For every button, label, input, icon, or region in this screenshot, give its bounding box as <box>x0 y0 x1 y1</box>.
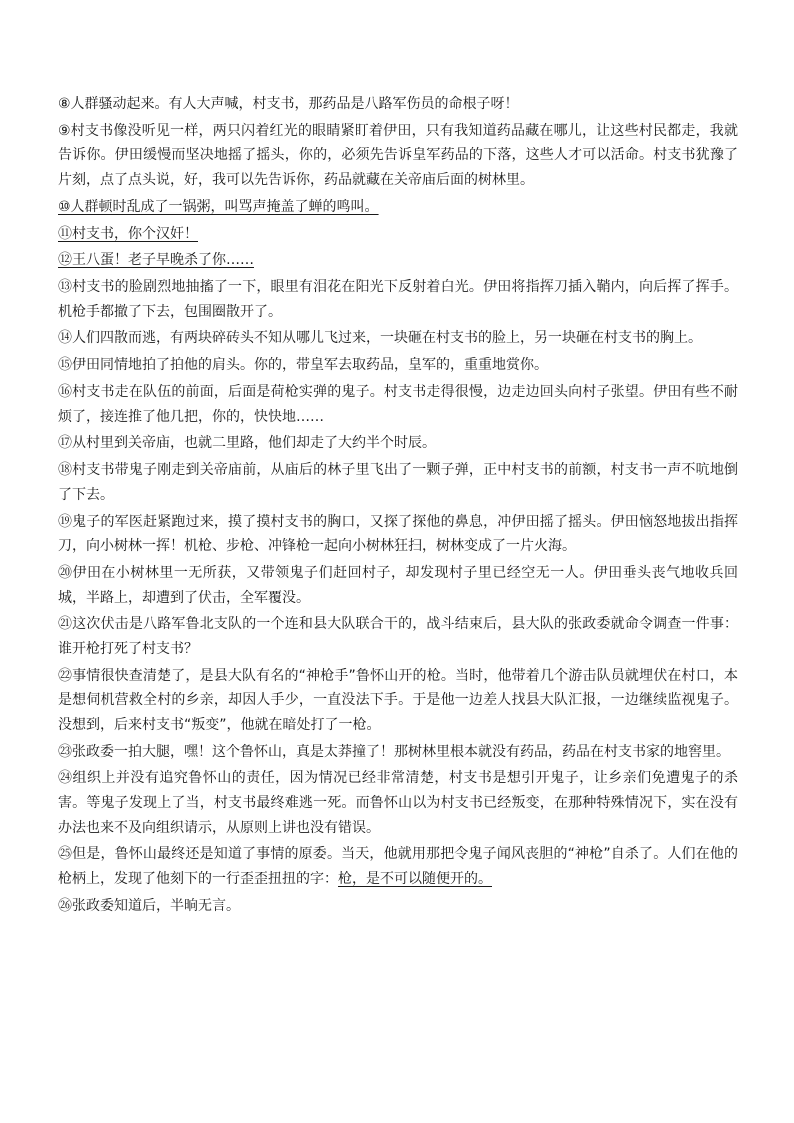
paragraph-23: ㉓张政委一拍大腿，嘿！这个鲁怀山，真是太莽撞了！那树林里根本就没有药品，药品在村支书家的地窖里。 <box>58 743 730 760</box>
paragraph-21: ㉑这次伏击是八路军鲁北支队的一个连和县大队联合干的，战斗结束后，县大队的张政委就命令调查一件事：谁开枪打死了村支书？ <box>58 616 738 657</box>
paragraph-8: ⑧人群骚动起来。有人大声喊，村支书，那药品是八路军伤员的命根子呀！ <box>58 96 519 112</box>
underlined-text: ⑩人群顿时乱成了一锅粥，叫骂声掩盖了蝉的鸣叫。 <box>58 198 379 215</box>
paragraph-13: ⑬村支书的脸剧烈地抽搐了一下，眼里有泪花在阳光下反射着白光。伊田将指挥刀插入鞘内，向后挥了挥手。机枪手都撤了下去，包围圈散开了。 <box>58 279 738 320</box>
underlined-text: 枪，是不可以随便开的。 <box>338 871 492 887</box>
paragraph-9: ⑨村支书像没听见一样，两只闪着红光的眼睛紧盯着伊田，只有我知道药品藏在哪儿，让这些村民都走，我就告诉你。伊田缓慢而坚决地摇了摇头，你的，必须先告诉皇军药品的下落，这些人才可以活命。村支书犹豫了片刻，点了点头说，好，我可以先告诉你，药品就藏在关帝庙后面的树林里。 <box>58 122 738 188</box>
paragraph-15: ⑮伊田同情地拍了拍他的肩头。你的，带皇军去取药品，皇军的，重重地赏你。 <box>58 357 548 374</box>
paragraph-19: ⑲鬼子的军医赶紧跑过来，摸了摸村支书的胸口，又探了探他的鼻息，冲伊田摇了摇头。伊田恼怒地拔出指挥刀，向小树林一挥！机枪、步枪、冲锋枪一起向小树林狂扫，树林变成了一片火海。 <box>58 513 738 555</box>
paragraph-18: ⑱村支书带鬼子刚走到关帝庙前，从庙后的林子里飞出了一颗子弹，正中村支书的前额，村支书一声不吭地倒了下去。 <box>58 462 738 503</box>
paragraph-22: ㉒事情很快查清楚了，是县大队有名的“神枪手”鲁怀山开的枪。当时，他带着几个游击队员就埋伏在村口，本是想伺机营救全村的乡亲，却因人手少，一直没法下手。于是他一边差人找县大队汇报，一边继续监视鬼子。没想到，后来村支书“叛变”，他就在暗处打了一枪。 <box>58 667 738 733</box>
paragraph-14: ⑭人们四散而逃，有两块碎砖头不知从哪儿飞过来，一块砸在村支书的脸上，另一块砸在村支书的胸上。 <box>58 330 702 347</box>
paragraph-25-text: ㉕但是，鲁怀山最终还是知道了事情的原委。当天，他就用那把令鬼子闻风丧胆的“神枪”自杀了。人们在他的枪柄上，发现了他刻下的一行歪歪扭扭的字： <box>58 846 738 887</box>
paragraph-25 <box>58 842 738 891</box>
paragraph-20: ⑳伊田在小树林里一无所获，又带领鬼子们赶回村子，却发现村子里已经空无一人。伊田垂头丧气地收兵回城，半路上，却遭到了伏击，全军覆没。 <box>58 564 738 606</box>
paragraph-10 <box>58 195 738 220</box>
paragraph-16: ⑯村支书走在队伍的前面，后面是荷枪实弹的鬼子。村支书走得很慢，边走边回头向村子张望。伊田有些不耐烦了，接连推了他几把，你的，快快地…… <box>58 384 738 425</box>
paragraph-26: ㉖张政委知道后，半晌无言。 <box>58 897 240 914</box>
underlined-text: ⑪村支书，你个汉奸！ <box>58 225 198 242</box>
paragraph-12 <box>58 248 738 273</box>
paragraph-11 <box>58 222 738 247</box>
article-body <box>58 92 738 921</box>
paragraph-17: ⑰从村里到关帝庙，也就二里路，他们却走了大约半个时辰。 <box>58 435 436 452</box>
underlined-text: ⑫王八蛋！老子早晚杀了你…… <box>58 252 254 269</box>
paragraph-24: ㉔组织上并没有追究鲁怀山的责任，因为情况已经非常清楚，村支书是想引开鬼子，让乡亲们免遭鬼子的杀害。等鬼子发现上了当，村支书最终难逃一死。而鲁怀山以为村支书已经叛变，在那种特殊情况下，实在没有办法也来不及向组织请示，从原则上讲也没有错误。 <box>58 770 738 836</box>
